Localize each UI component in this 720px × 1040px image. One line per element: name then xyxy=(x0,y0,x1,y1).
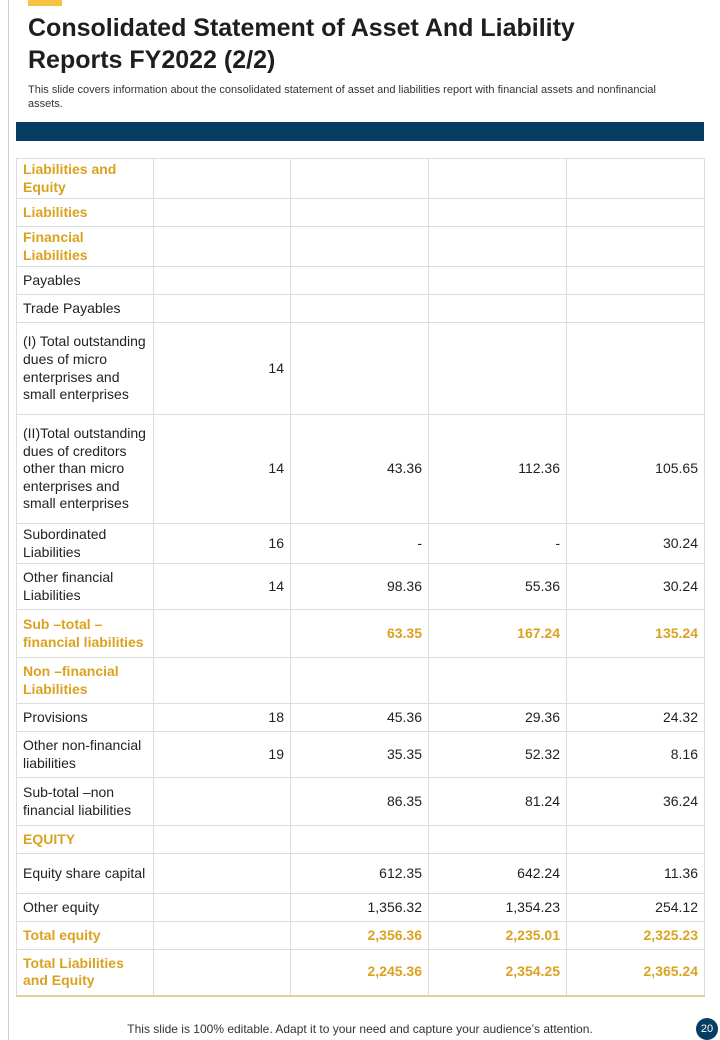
row-label: Payables xyxy=(17,267,154,295)
value-cell-3: 30.24 xyxy=(567,524,705,564)
value-cell-3: 135.24 xyxy=(567,610,705,658)
note-cell xyxy=(154,894,291,922)
value-cell-1: 63.35 xyxy=(291,610,429,658)
page-title: Consolidated Statement of Asset And Liability Reports FY2022 (2/2) xyxy=(28,14,575,74)
note-cell xyxy=(154,267,291,295)
value-cell-1: 45.36 xyxy=(291,704,429,732)
note-cell xyxy=(154,778,291,826)
table-row xyxy=(17,415,705,524)
value-cell-3: 30.24 xyxy=(567,564,705,610)
note-cell xyxy=(154,658,291,704)
row-label: Other financial Liabilities xyxy=(17,564,154,610)
value-cell-2 xyxy=(429,826,567,854)
value-cell-1 xyxy=(291,323,429,415)
value-cell-1: 2,356.36 xyxy=(291,922,429,950)
note-cell xyxy=(154,227,291,267)
value-cell-1 xyxy=(291,159,429,199)
value-cell-3: 11.36 xyxy=(567,854,705,894)
row-label: Other non-financial liabilities xyxy=(17,732,154,778)
value-cell-1: 86.35 xyxy=(291,778,429,826)
value-cell-2 xyxy=(429,658,567,704)
table-row xyxy=(17,267,705,295)
value-cell-3: 8.16 xyxy=(567,732,705,778)
value-cell-1 xyxy=(291,826,429,854)
note-cell xyxy=(154,199,291,227)
row-label: Subordinated Liabilities xyxy=(17,524,154,564)
value-cell-1: 98.36 xyxy=(291,564,429,610)
note-cell: 14 xyxy=(154,564,291,610)
note-cell: 16 xyxy=(154,524,291,564)
note-cell xyxy=(154,159,291,199)
note-cell xyxy=(154,826,291,854)
note-cell xyxy=(154,854,291,894)
value-cell-1 xyxy=(291,295,429,323)
value-cell-3 xyxy=(567,159,705,199)
value-cell-2 xyxy=(429,295,567,323)
note-cell xyxy=(154,950,291,996)
table-row xyxy=(17,323,705,415)
note-cell: 18 xyxy=(154,704,291,732)
row-label: Total equity xyxy=(17,922,154,950)
row-label: Liabilities xyxy=(17,199,154,227)
value-cell-3: 254.12 xyxy=(567,894,705,922)
table-row xyxy=(17,950,705,996)
value-cell-2: 1,354.23 xyxy=(429,894,567,922)
value-cell-3 xyxy=(567,295,705,323)
row-label: Sub-total –non financial liabilities xyxy=(17,778,154,826)
row-label: Provisions xyxy=(17,704,154,732)
value-cell-3: 105.65 xyxy=(567,415,705,524)
table-row xyxy=(17,894,705,922)
table-row xyxy=(17,922,705,950)
value-cell-3 xyxy=(567,199,705,227)
value-cell-2 xyxy=(429,267,567,295)
note-cell: 14 xyxy=(154,415,291,524)
value-cell-2: 52.32 xyxy=(429,732,567,778)
note-cell xyxy=(154,295,291,323)
page-number-badge: 20 xyxy=(696,1018,718,1040)
note-cell xyxy=(154,610,291,658)
row-label: Liabilities and Equity xyxy=(17,159,154,199)
row-label: (II)Total outstanding dues of creditors other than micro enterprises and small enterprises xyxy=(17,415,154,524)
row-label: Financial Liabilities xyxy=(17,227,154,267)
table-header-band xyxy=(16,122,704,141)
value-cell-2: 2,354.25 xyxy=(429,950,567,996)
left-margin-rule xyxy=(8,0,9,1040)
table-row xyxy=(17,159,705,199)
value-cell-3 xyxy=(567,323,705,415)
value-cell-1: 43.36 xyxy=(291,415,429,524)
table-row xyxy=(17,778,705,826)
table-row xyxy=(17,564,705,610)
row-label: EQUITY xyxy=(17,826,154,854)
value-cell-3: 36.24 xyxy=(567,778,705,826)
table-row xyxy=(17,826,705,854)
table-row xyxy=(17,658,705,704)
row-label: Equity share capital xyxy=(17,854,154,894)
row-label: Sub –total – financial liabilities xyxy=(17,610,154,658)
value-cell-1 xyxy=(291,658,429,704)
value-cell-2 xyxy=(429,199,567,227)
value-cell-3: 2,365.24 xyxy=(567,950,705,996)
value-cell-1: 1,356.32 xyxy=(291,894,429,922)
table-row xyxy=(17,295,705,323)
table-row xyxy=(17,227,705,267)
note-cell xyxy=(154,922,291,950)
value-cell-3 xyxy=(567,658,705,704)
value-cell-3: 2,325.23 xyxy=(567,922,705,950)
value-cell-3 xyxy=(567,227,705,267)
value-cell-1: - xyxy=(291,524,429,564)
value-cell-2 xyxy=(429,227,567,267)
value-cell-2 xyxy=(429,323,567,415)
value-cell-2: 642.24 xyxy=(429,854,567,894)
table-row xyxy=(17,732,705,778)
top-accent-bar xyxy=(28,0,62,6)
value-cell-2: - xyxy=(429,524,567,564)
value-cell-1 xyxy=(291,199,429,227)
row-label: Total Liabilities and Equity xyxy=(17,950,154,996)
value-cell-2: 55.36 xyxy=(429,564,567,610)
value-cell-1 xyxy=(291,227,429,267)
value-cell-3 xyxy=(567,826,705,854)
value-cell-1: 35.35 xyxy=(291,732,429,778)
note-cell: 14 xyxy=(154,323,291,415)
table-row xyxy=(17,854,705,894)
footer-note: This slide is 100% editable. Adapt it to your need and capture your audience’s attention. xyxy=(127,1022,593,1036)
table-row xyxy=(17,199,705,227)
value-cell-2: 167.24 xyxy=(429,610,567,658)
row-label: Other equity xyxy=(17,894,154,922)
value-cell-2: 29.36 xyxy=(429,704,567,732)
liabilities-equity-table xyxy=(16,158,705,997)
value-cell-2: 81.24 xyxy=(429,778,567,826)
page-subtitle: This slide covers information about the consolidated statement of asset and liabilities report with financial assets and nonfinancial assets. xyxy=(28,84,656,110)
value-cell-2 xyxy=(429,159,567,199)
table-row xyxy=(17,704,705,732)
value-cell-1: 2,245.36 xyxy=(291,950,429,996)
note-cell: 19 xyxy=(154,732,291,778)
value-cell-2: 2,235.01 xyxy=(429,922,567,950)
table-row xyxy=(17,610,705,658)
value-cell-2: 112.36 xyxy=(429,415,567,524)
row-label: (I) Total outstanding dues of micro enterprises and small enterprises xyxy=(17,323,154,415)
value-cell-3 xyxy=(567,267,705,295)
row-label: Non –financial Liabilities xyxy=(17,658,154,704)
value-cell-3: 24.32 xyxy=(567,704,705,732)
value-cell-1: 612.35 xyxy=(291,854,429,894)
row-label: Trade Payables xyxy=(17,295,154,323)
value-cell-1 xyxy=(291,267,429,295)
table-row xyxy=(17,524,705,564)
